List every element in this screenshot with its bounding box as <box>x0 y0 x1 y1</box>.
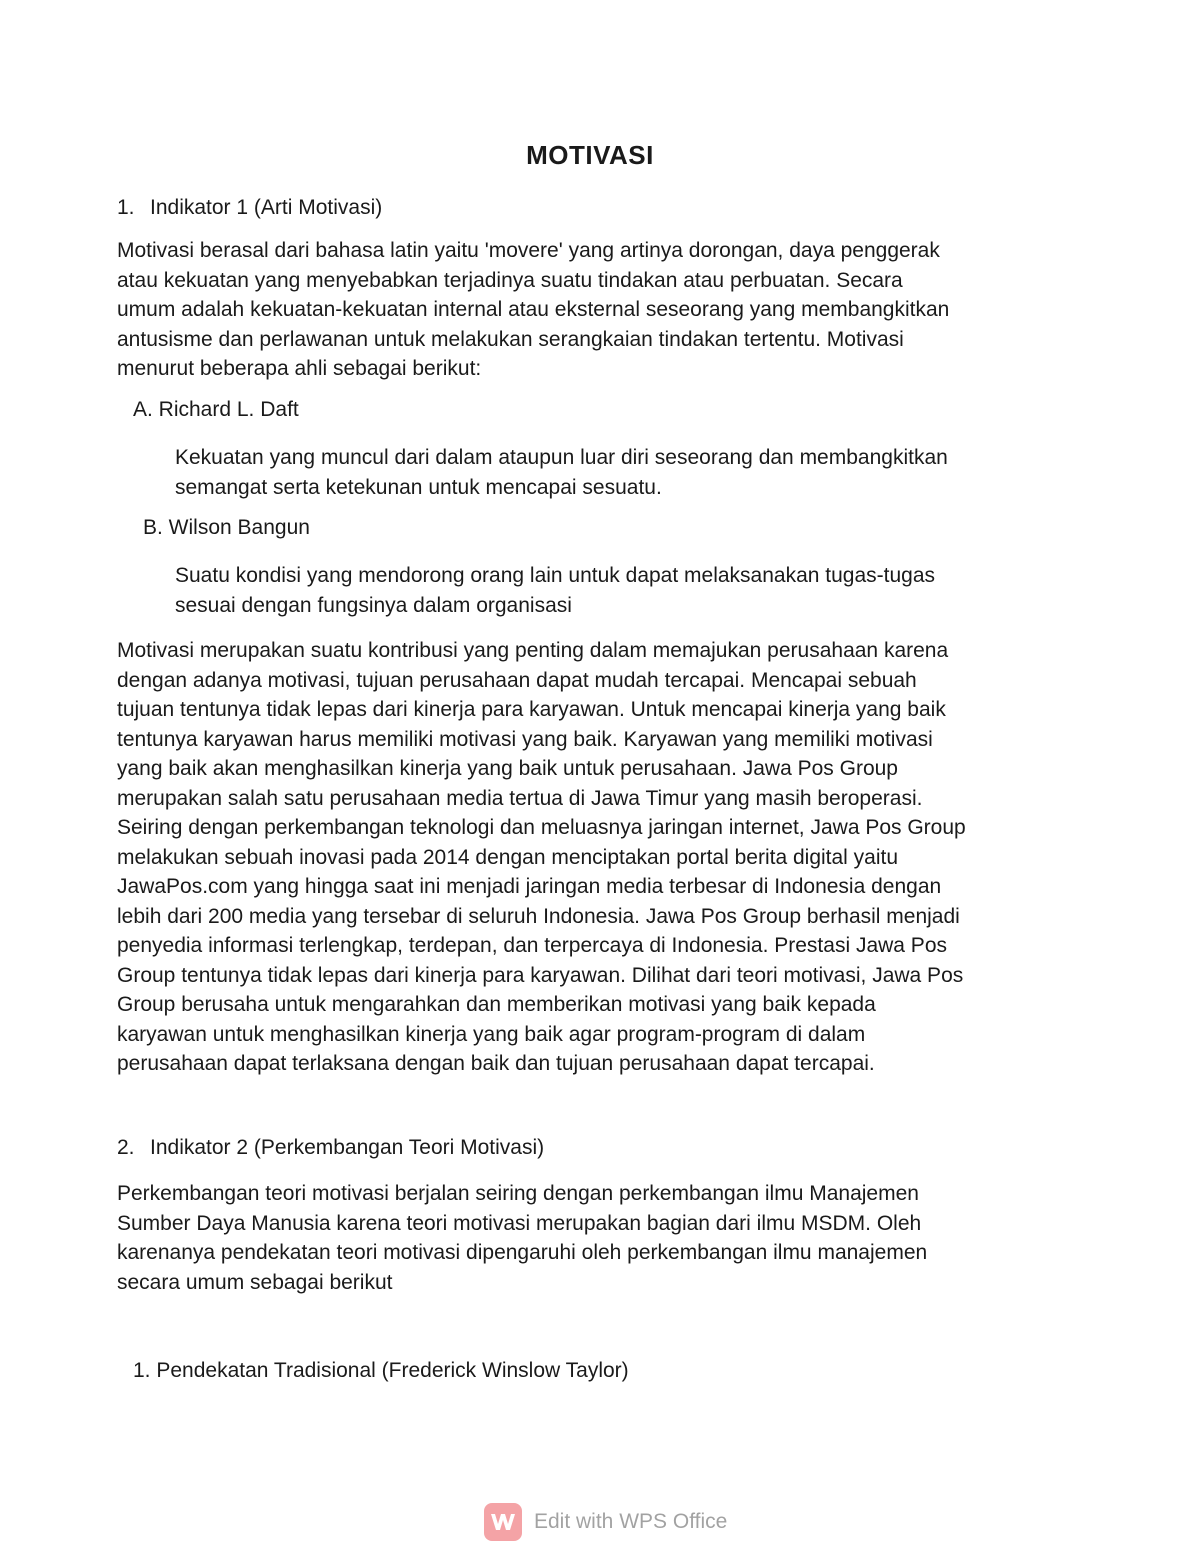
text-line: menurut beberapa ahli sebagai berikut: <box>117 357 482 380</box>
expert-b-definition <box>175 561 1055 620</box>
text-line: Motivasi berasal dari bahasa latin yaitu 'movere' yang artinya dorongan, daya penggerak <box>117 239 940 262</box>
text-line: penyedia informasi terlengkap, terdepan, dan terpercaya di Indonesia. Prestasi Jawa Pos <box>117 934 947 957</box>
text-line: dengan adanya motivasi, tujuan perusahaan dapat mudah tercapai. Mencapai sebuah <box>117 668 917 692</box>
section-2-number: 2. <box>117 1136 135 1159</box>
text-line: semangat serta ketekunan untuk mencapai sesuatu. <box>175 475 662 499</box>
text-line: Perkembangan teori motivasi berjalan seiring dengan perkembangan ilmu Manajemen <box>117 1182 919 1205</box>
wps-watermark-text: Edit with WPS Office <box>534 1510 728 1533</box>
section-1-heading-text: Indikator 1 (Arti Motivasi) <box>150 196 383 219</box>
text-line: karenanya pendekatan teori motivasi dipengaruhi oleh perkembangan ilmu manajemen <box>117 1241 928 1264</box>
section-1-number: 1. <box>117 196 135 219</box>
text-line: tujuan tentunya tidak lepas dari kinerja para karyawan. Untuk mencapai kinerja yang baik <box>117 698 946 721</box>
wps-logo-icon <box>484 1503 522 1541</box>
text-line: tentunya karyawan harus memiliki motivasi yang baik. Karyawan yang memiliki motivasi <box>117 727 933 751</box>
section-1-closing-paragraph <box>117 636 1067 1079</box>
text-line: perusahaan dapat terlaksana dengan baik dan tujuan perusahaan dapat tercapai. <box>117 1052 875 1075</box>
document-title: MOTIVASI <box>526 140 654 170</box>
section-2-heading-text: Indikator 2 (Perkembangan Teori Motivasi) <box>150 1136 545 1159</box>
section-2-item-1: 1. Pendekatan Tradisional (Frederick Winslow Taylor) <box>133 1359 629 1382</box>
wps-w-glyph <box>489 1511 517 1533</box>
section-2-body-paragraph <box>117 1179 1067 1297</box>
section-1-heading <box>117 196 382 220</box>
text-line: atau kekuatan yang menyebabkan terjadinya suatu tindakan atau perbuatan. Secara <box>117 268 903 292</box>
expert-b-label: B. Wilson Bangun <box>143 516 310 539</box>
text-line: Seiring dengan perkembangan teknologi dan meluasnya jaringan internet, Jawa Pos Group <box>117 816 966 839</box>
text-line: Group tentunya tidak lepas dari kinerja para karyawan. Dilihat dari teori motivasi, Jawa Pos <box>117 963 964 987</box>
text-line: antusisme dan perlawanan untuk melakukan serangkaian tindakan tertentu. Motivasi <box>117 327 904 351</box>
text-line: yang baik akan menghasilkan kinerja yang baik untuk perusahaan. Jawa Pos Group <box>117 757 898 780</box>
text-line: melakukan sebuah inovasi pada 2014 dengan menciptakan portal berita digital yaitu <box>117 845 899 869</box>
text-line: karyawan untuk menghasilkan kinerja yang baik agar program-program di dalam <box>117 1022 866 1046</box>
text-line: sesuai dengan fungsinya dalam organisasi <box>175 593 572 617</box>
text-line: Sumber Daya Manusia karena teori motivasi merupakan bagian dari ilmu MSDM. Oleh <box>117 1211 922 1235</box>
text-line: Kekuatan yang muncul dari dalam ataupun luar diri seseorang dan membangkitkan <box>175 446 948 469</box>
wps-watermark <box>484 1502 727 1542</box>
section-1-intro-paragraph <box>117 236 1067 384</box>
text-line: JawaPos.com yang hingga saat ini menjadi jaringan media terbesar di Indonesia dengan <box>117 875 942 898</box>
text-line: Motivasi merupakan suatu kontribusi yang penting dalam memajukan perusahaan karena <box>117 639 949 662</box>
text-line: umum adalah kekuatan-kekuatan internal atau eksternal seseorang yang membangkitkan <box>117 298 950 321</box>
text-line: merupakan salah satu perusahaan media tertua di Jawa Timur yang masih beroperasi. <box>117 786 923 810</box>
text-line: Group berusaha untuk mengarahkan dan memberikan motivasi yang baik kepada <box>117 993 876 1016</box>
expert-a-definition <box>175 443 1055 502</box>
expert-a-label: A. Richard L. Daft <box>133 398 299 421</box>
text-line: Suatu kondisi yang mendorong orang lain untuk dapat melaksanakan tugas-tugas <box>175 564 936 587</box>
section-2-heading <box>117 1136 544 1160</box>
text-line: secara umum sebagai berikut <box>117 1270 393 1294</box>
text-line: lebih dari 200 media yang tersebar di seluruh Indonesia. Jawa Pos Group berhasil menjadi <box>117 904 960 928</box>
